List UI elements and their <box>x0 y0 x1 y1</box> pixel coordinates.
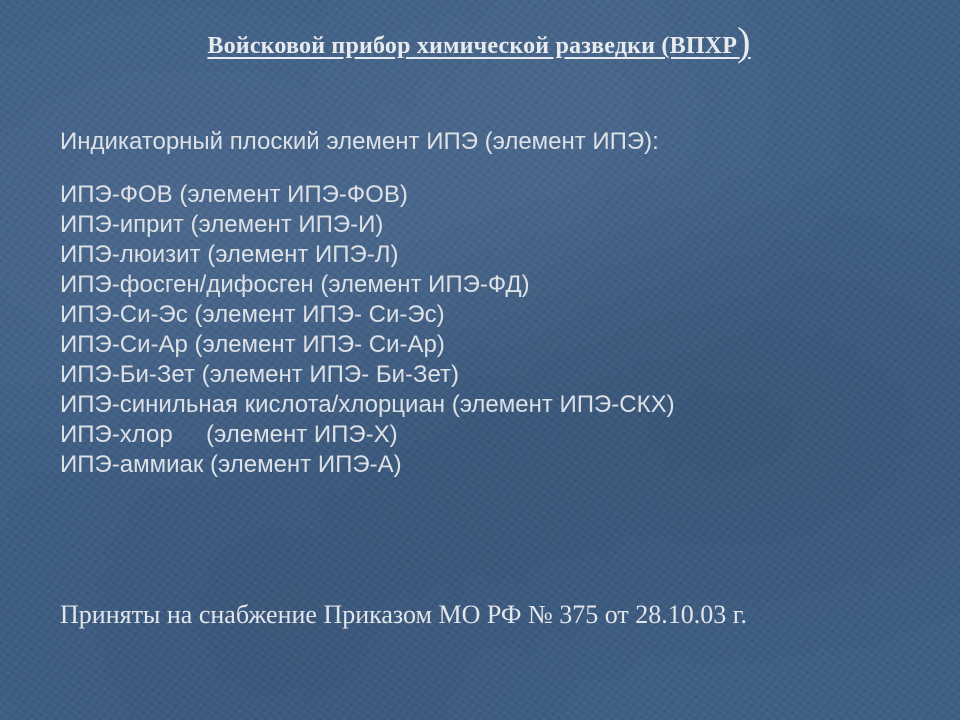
list-item: ИПЭ-аммиак (элемент ИПЭ-А) <box>60 451 402 478</box>
list-item: ИПЭ-фосген/дифосген (элемент ИПЭ-ФД) <box>60 271 530 298</box>
title-wrap <box>0 19 960 64</box>
slide-title-close-paren: ) <box>737 19 751 64</box>
list-item: ИПЭ-Би-Зет (элемент ИПЭ- Би-Зет) <box>60 361 460 388</box>
list-item: ИПЭ-Си-Ар (элемент ИПЭ- Си-Ар) <box>60 331 445 358</box>
slide-title <box>207 19 751 64</box>
slide-subtitle: Индикаторный плоский элемент ИПЭ (элемент ИПЭ): <box>60 128 659 155</box>
slide-title-text: Войсковой прибор химической разведки (ВПХР <box>207 33 738 59</box>
list-item: ИПЭ-хлор (элемент ИПЭ-Х) <box>60 421 398 448</box>
list-item: ИПЭ-люизит (элемент ИПЭ-Л) <box>60 241 399 268</box>
list-item: ИПЭ-иприт (элемент ИПЭ-И) <box>60 211 384 238</box>
list-item: ИПЭ-ФОВ (элемент ИПЭ-ФОВ) <box>60 181 408 208</box>
element-list <box>60 180 675 480</box>
list-item: ИПЭ-Си-Эс (элемент ИПЭ- Си-Эс) <box>60 301 445 328</box>
slide-footer: Приняты на снабжение Приказом МО РФ № 375 от 28.10.03 г. <box>60 600 748 629</box>
list-item: ИПЭ-синильная кислота/хлорциан (элемент ИПЭ-СКХ) <box>60 391 675 418</box>
